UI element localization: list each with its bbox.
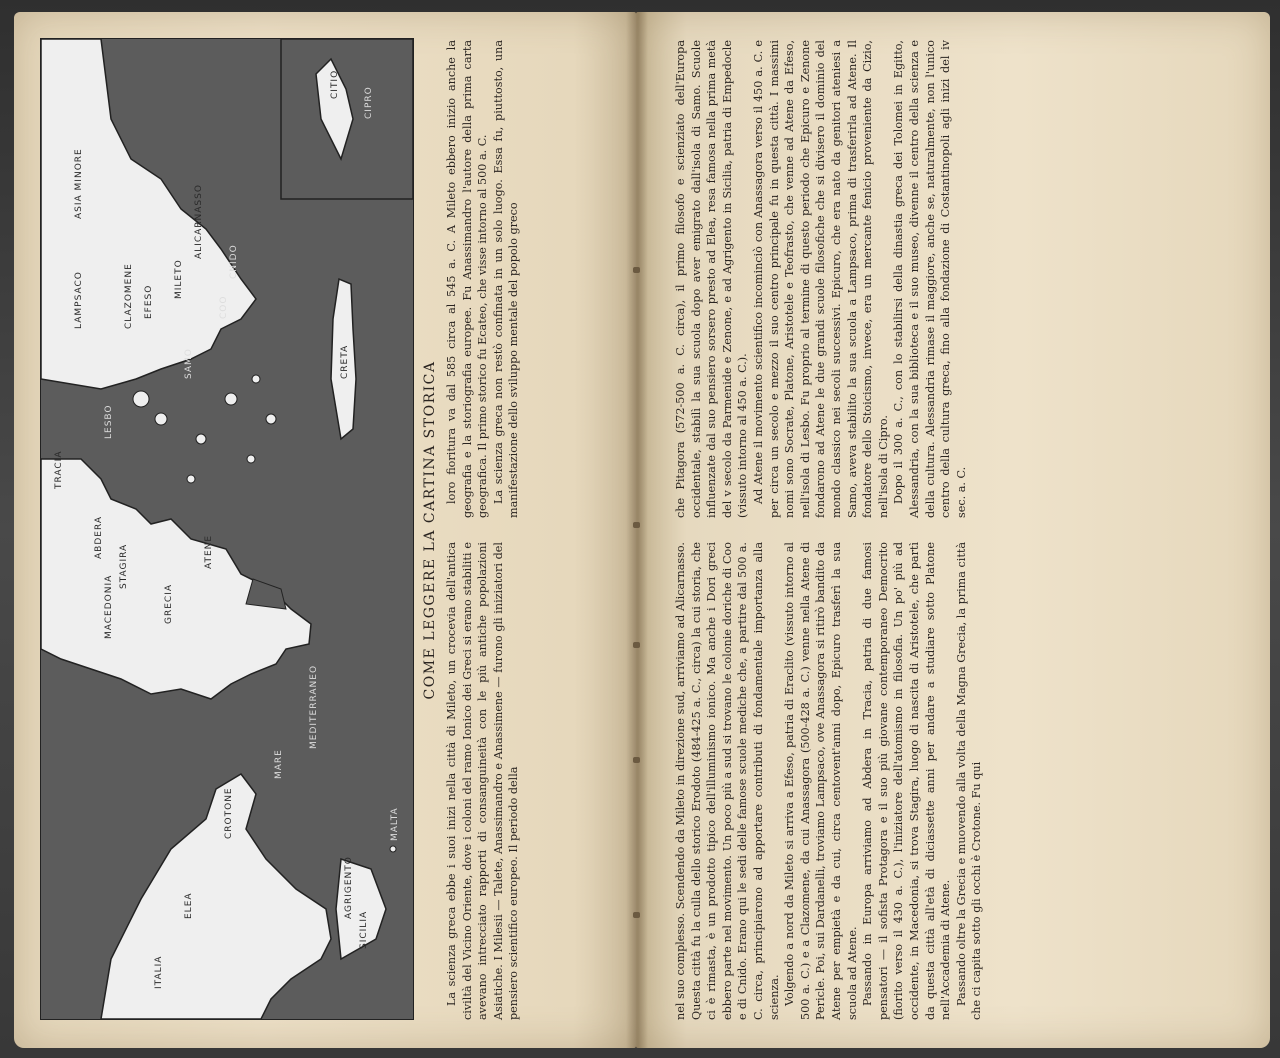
map-label-samo: SAMO	[184, 348, 194, 379]
map-label-stagira: STAGIRA	[119, 543, 129, 589]
right-page-rotated-content	[673, 40, 1233, 1020]
map-label-atene: ATENE	[204, 534, 214, 569]
left-columns	[444, 40, 522, 1020]
map-label-creta: CRETA	[340, 344, 350, 379]
map-label-cipro: CIPRO	[364, 86, 374, 119]
map-label-malta: MALTA	[390, 807, 400, 841]
paragraph: La scienza greca non restò confinata in un solo luogo. Essa fu, piuttosto, una manifestazione dello sviluppo mentale del popolo greco	[491, 40, 521, 518]
left-column-2	[444, 40, 522, 518]
map-drawing	[41, 39, 413, 1019]
right-column-2	[673, 40, 985, 518]
paragraph: Dopo il 300 a. C., con lo stabilirsi della dinastia greca dei Tolomei in Egitto, Alessandria, con la sua biblioteca e il suo museo, divenne il centro della scienza e della cultura. Alessandria rimase il maggiore, anche se, naturalmente, non l'unico centro della cultura greca, fino alla fondazione di Costantinopoli agli inizi del iv sec. a. C.	[892, 40, 968, 518]
binding-stitch	[633, 642, 640, 648]
book-gutter	[626, 12, 648, 1048]
map-label-grecia: GRECIA	[164, 583, 174, 624]
map-label-coo: COO	[219, 295, 229, 319]
map-label-mediterraneo: MEDITERRANEO	[309, 664, 319, 749]
map-label-tracia: TRACIA	[54, 450, 64, 489]
binding-stitch	[633, 267, 640, 273]
paragraph: Volgendo a nord da Mileto si arriva a Efeso, patria di Eraclito (vissuto intorno al 500 a. C.) e a Clazomene, da cui Anassagora (500-428 a. C.) venne nella Atene di Pericle. Poi, sui Dardanelli, troviamo Lampsaco, ove Anassagora si ritirò bandito da Atene per empietà e da cui, circa centovent'anni dopo, Epicuro trasferì la sua scuola ad Atene.	[783, 542, 859, 1020]
map-label-elea: ELEA	[184, 892, 194, 919]
binding-stitch	[633, 912, 640, 918]
left-page-rotated-content	[40, 40, 610, 1020]
historical-map	[40, 38, 414, 1020]
map-label-cnido: CNIDO	[229, 244, 239, 279]
paragraph: Passando in Europa arriviamo ad Abdera in Tracia, patria di due famosi pensatori — il sofista Protagora e il suo più giovane contemporaneo Democrito (fiorito verso il 430 a. C.), l'iniziatore dell'atomismo in filosofia. Un po' più ad occidente, in Macedonia, si trova Stagira, luogo di nascita di Aristotele, che partì da questa città all'età di diciassette anni per andare a studiare sotto Platone nell'Accademia di Atene.	[861, 542, 953, 1020]
right-column-1	[673, 542, 985, 1020]
map-label-asia-minore: ASIA MINORE	[74, 148, 84, 219]
map-label-citio: CITIO	[330, 69, 340, 99]
map-label-abdera: ABDERA	[94, 516, 104, 559]
paragraph: Passando oltre la Grecia e muovendo alla volta della Magna Grecia, la prima città che ci capita sotto gli occhi è Crotone. Fu qui	[954, 542, 984, 1020]
map-label-italia: ITALIA	[154, 955, 164, 989]
map-label-agrigento: AGRIGENTO	[344, 856, 354, 919]
binding-stitch	[633, 522, 640, 528]
map-label-clazomene: CLAZOMENE	[124, 263, 134, 329]
paragraph: che Pitagora (572-500 a. C. circa), il primo filosofo e scienziato dell'Europa occidentale, stabilì la sua scuola dopo aver emigrato dall'isola di Samo. Scuole influenzate dal suo pensiero sorsero presto ad Elea, resa famosa nella prima metà del v secolo da Parmenide e Zenone, e ad Agrigento in Sicilia, patria di Empedocle (vissuto intorno al 450 a. C.).	[674, 40, 750, 518]
right-page	[636, 12, 1270, 1048]
left-page-text	[422, 40, 522, 1020]
map-label-macedonia: MACEDONIA	[104, 574, 114, 639]
section-heading: COME LEGGERE LA CARTINA STORICA	[422, 360, 438, 700]
paragraph: La scienza greca ebbe i suoi inizi nella città di Mileto, un crocevia dell'antica civiltà del Vicino Oriente, dove i coloni del ramo Ionico dei Greci si erano stabiliti e avevano intrecciato rapporti di consanguineità con le più antiche popolazioni Asiatiche. I Milesii — Talete, Anassimandro e Anassimene — furono gli iniziatori del pensiero scientifico europeo. Il periodo della	[445, 542, 521, 1020]
left-column-1	[444, 542, 522, 1020]
open-book	[14, 12, 1270, 1048]
paragraph: Ad Atene il movimento scientifico incominciò con Anassagora verso il 450 a. C. e per circa un secolo e mezzo il suo centro principale fu in questa città. I massimi nomi sono Socrate, Platone, Aristotele e Teofrasto, che venne ad Atene da Efeso, nell'isola di Lesbo. Fu proprio al termine di questo periodo che Epicuro e Zenone fondarono ad Atene le due grandi scuole filosofiche che si divisero il dominio del mondo classico nei secoli successivi. Epicuro, che era nato da genitori ateniesi a Samo, aveva stabilito la sua scuola a Lampsaco, prima di trasferirla ad Atene. Il fondatore dello Stoicismo, invece, era un mercante fenicio proveniente da Cizio, nell'isola di Cipro.	[751, 40, 890, 518]
map-label-mare: MARE	[274, 749, 284, 779]
left-page	[14, 12, 636, 1048]
binding-stitch	[633, 757, 640, 763]
map-label-efeso: EFESO	[144, 284, 154, 319]
paragraph: nel suo complesso. Scendendo da Mileto in direzione sud, arriviamo ad Alicarnasso. Questa città fu la culla dello storico Erodoto (484-425 a. C., circa) la cui storia, che ci è rimasta, è un prodotto tipico dell'illuminismo ionico. Ma anche i Dori greci ebbero parte nel movimento. Un poco più a sud si trovano le colonie doriche di Coo e di Cnido. Erano qui le sedi delle famose scuole mediche che, a partire dal 500 a. C. circa, principiarono ad apportare contributi di fondamentale importanza alla scienza.	[674, 542, 781, 1020]
map-label-crotone: CROTONE	[224, 787, 234, 839]
map-label-lesbo: LESBO	[104, 404, 114, 439]
map-label-mileto: MILETO	[174, 259, 184, 299]
map-label-sicilia: SICILIA	[359, 910, 369, 949]
map-label-lampsaco: LAMPSACO	[74, 271, 84, 329]
map-label-alicarnasso: ALICARNASSO	[194, 184, 204, 259]
paragraph: loro fioritura va dal 585 circa al 545 a. C. A Mileto ebbero inizio anche la geografia e la storiografia europee. Fu Anassimandro l'autore della prima carta geografica. Il primo storico fu Ecateo, che visse intorno al 500 a. C.	[445, 40, 490, 518]
right-columns	[673, 40, 985, 1020]
